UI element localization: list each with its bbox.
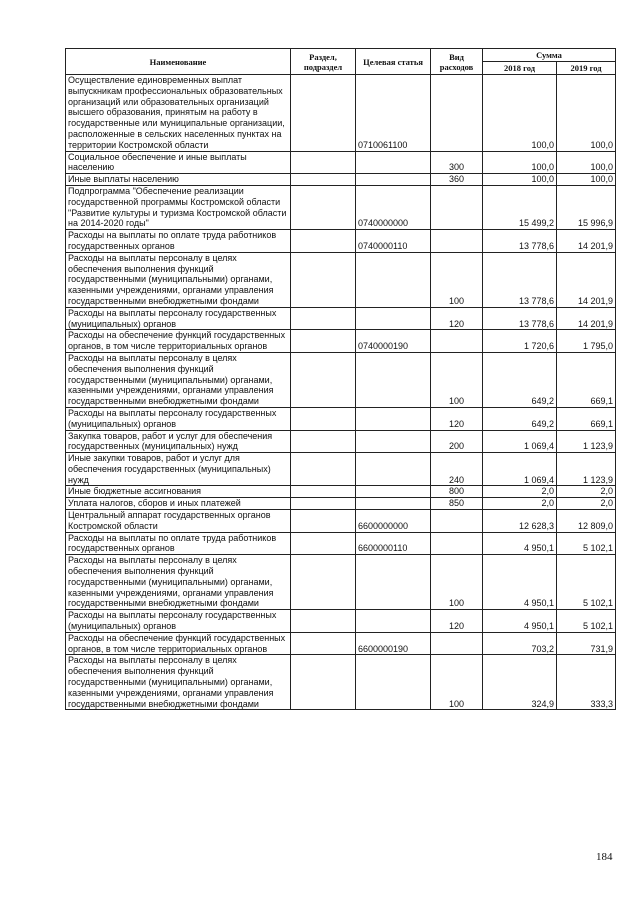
cell-name: Расходы на обеспечение функций государственных органов, в том числе территориальных органов — [66, 632, 291, 655]
table-row — [66, 185, 616, 229]
cell-name: Расходы на выплаты по оплате труда работников государственных органов — [66, 230, 291, 253]
cell-name: Иные закупки товаров, работ и услуг для обеспечения государственных (муниципальных) нужд — [66, 453, 291, 486]
cell-section — [291, 151, 356, 174]
cell-section — [291, 555, 356, 610]
cell-section — [291, 498, 356, 510]
cell-sum-2018: 4 950,1 — [483, 555, 557, 610]
header-section: Раздел, подраздел — [291, 49, 356, 75]
cell-section — [291, 185, 356, 229]
table-row — [66, 307, 616, 330]
table-row — [66, 75, 616, 152]
cell-section — [291, 610, 356, 633]
cell-section — [291, 632, 356, 655]
cell-sum-2019: 1 123,9 — [557, 453, 616, 486]
header-expense-type: Вид расходов — [431, 49, 483, 75]
cell-expense-type — [431, 230, 483, 253]
cell-name: Уплата налогов, сборов и иных платежей — [66, 498, 291, 510]
cell-sum-2018: 15 499,2 — [483, 185, 557, 229]
cell-section — [291, 352, 356, 407]
cell-target-code — [356, 352, 431, 407]
cell-expense-type: 360 — [431, 174, 483, 186]
header-year-2019: 2019 год — [557, 62, 616, 75]
cell-name: Расходы на выплаты персоналу в целях обеспечения выполнения функций государственными (муниципальными) органами, казенными учреждениями, органами управления государственными внебюджетными фондами — [66, 252, 291, 307]
table-body — [66, 75, 616, 710]
cell-sum-2018: 1 069,4 — [483, 453, 557, 486]
table-row — [66, 532, 616, 555]
cell-sum-2019: 14 201,9 — [557, 230, 616, 253]
table-row — [66, 510, 616, 533]
cell-sum-2019: 100,0 — [557, 75, 616, 152]
cell-target-code — [356, 453, 431, 486]
cell-target-code — [356, 174, 431, 186]
cell-target-code: 0740000190 — [356, 330, 431, 353]
table-header — [66, 49, 616, 75]
table-row — [66, 330, 616, 353]
table-row — [66, 407, 616, 430]
budget-table — [65, 48, 616, 710]
header-sum: Сумма — [483, 49, 616, 62]
cell-target-code — [356, 555, 431, 610]
cell-sum-2019: 5 102,1 — [557, 532, 616, 555]
cell-name: Центральный аппарат государственных органов Костромской области — [66, 510, 291, 533]
table-row — [66, 230, 616, 253]
table-row — [66, 252, 616, 307]
cell-name: Иные выплаты населению — [66, 174, 291, 186]
cell-name: Расходы на выплаты персоналу в целях обеспечения выполнения функций государственными (муниципальными) органами, казенными учреждениями, органами управления государственными внебюджетными фондами — [66, 655, 291, 710]
cell-name: Осуществление единовременных выплат выпускникам профессиональных образовательных организаций или образовательных организаций высшего образования, принятым на работу в государственные или муниципальные организации, расположенные в сельских населенных пунктах на территории Костромской области — [66, 75, 291, 152]
cell-section — [291, 486, 356, 498]
page-number: 184 — [596, 851, 613, 863]
cell-section — [291, 230, 356, 253]
cell-expense-type: 300 — [431, 151, 483, 174]
cell-sum-2018: 100,0 — [483, 174, 557, 186]
cell-target-code — [356, 430, 431, 453]
cell-expense-type — [431, 532, 483, 555]
cell-target-code — [356, 486, 431, 498]
cell-section — [291, 252, 356, 307]
cell-name: Подпрограмма "Обеспечение реализации государственной программы Костромской области "Развитие культуры и туризма Костромской области на 2014-2020 годы" — [66, 185, 291, 229]
cell-expense-type: 120 — [431, 610, 483, 633]
cell-name: Расходы на выплаты персоналу в целях обеспечения выполнения функций государственными (муниципальными) органами, казенными учреждениями, органами управления государственными внебюджетными фондами — [66, 352, 291, 407]
cell-section — [291, 307, 356, 330]
cell-expense-type: 100 — [431, 555, 483, 610]
cell-sum-2019: 1 795,0 — [557, 330, 616, 353]
cell-sum-2018: 2,0 — [483, 498, 557, 510]
table-row — [66, 486, 616, 498]
cell-sum-2018: 4 950,1 — [483, 610, 557, 633]
cell-sum-2018: 649,2 — [483, 407, 557, 430]
cell-section — [291, 407, 356, 430]
cell-expense-type: 100 — [431, 252, 483, 307]
cell-name: Закупка товаров, работ и услуг для обеспечения государственных (муниципальных) нужд — [66, 430, 291, 453]
cell-target-code — [356, 610, 431, 633]
table-row — [66, 610, 616, 633]
header-year-2018: 2018 год — [483, 62, 557, 75]
cell-expense-type — [431, 75, 483, 152]
cell-sum-2019: 14 201,9 — [557, 252, 616, 307]
cell-name: Расходы на обеспечение функций государственных органов, в том числе территориальных органов — [66, 330, 291, 353]
cell-target-code: 6600000110 — [356, 532, 431, 555]
cell-target-code: 0710061100 — [356, 75, 431, 152]
cell-expense-type: 850 — [431, 498, 483, 510]
cell-expense-type — [431, 510, 483, 533]
cell-sum-2018: 100,0 — [483, 75, 557, 152]
cell-sum-2018: 2,0 — [483, 486, 557, 498]
cell-expense-type: 100 — [431, 655, 483, 710]
cell-sum-2019: 669,1 — [557, 407, 616, 430]
cell-sum-2018: 12 628,3 — [483, 510, 557, 533]
cell-sum-2018: 4 950,1 — [483, 532, 557, 555]
cell-sum-2019: 1 123,9 — [557, 430, 616, 453]
cell-target-code: 0740000000 — [356, 185, 431, 229]
cell-sum-2019: 669,1 — [557, 352, 616, 407]
cell-section — [291, 510, 356, 533]
cell-section — [291, 330, 356, 353]
cell-sum-2018: 324,9 — [483, 655, 557, 710]
cell-target-code: 6600000000 — [356, 510, 431, 533]
cell-name: Социальное обеспечение и иные выплаты населению — [66, 151, 291, 174]
header-name: Наименование — [66, 49, 291, 75]
cell-sum-2019: 100,0 — [557, 151, 616, 174]
cell-expense-type — [431, 330, 483, 353]
cell-expense-type: 800 — [431, 486, 483, 498]
cell-sum-2018: 13 778,6 — [483, 307, 557, 330]
cell-expense-type: 120 — [431, 307, 483, 330]
cell-sum-2018: 13 778,6 — [483, 252, 557, 307]
header-target: Целевая статья — [356, 49, 431, 75]
cell-target-code — [356, 407, 431, 430]
table-row — [66, 352, 616, 407]
cell-sum-2018: 100,0 — [483, 151, 557, 174]
cell-name: Расходы на выплаты персоналу государственных (муниципальных) органов — [66, 407, 291, 430]
cell-sum-2018: 13 778,6 — [483, 230, 557, 253]
cell-section — [291, 174, 356, 186]
cell-name: Расходы на выплаты персоналу в целях обеспечения выполнения функций государственными (муниципальными) органами, казенными учреждениями, органами управления государственными внебюджетными фондами — [66, 555, 291, 610]
cell-section — [291, 532, 356, 555]
cell-name: Расходы на выплаты персоналу государственных (муниципальных) органов — [66, 307, 291, 330]
cell-sum-2019: 14 201,9 — [557, 307, 616, 330]
table-row — [66, 632, 616, 655]
cell-expense-type — [431, 632, 483, 655]
cell-name: Расходы на выплаты по оплате труда работников государственных органов — [66, 532, 291, 555]
cell-sum-2019: 5 102,1 — [557, 555, 616, 610]
cell-expense-type: 200 — [431, 430, 483, 453]
cell-sum-2018: 703,2 — [483, 632, 557, 655]
cell-sum-2019: 15 996,9 — [557, 185, 616, 229]
cell-target-code — [356, 151, 431, 174]
cell-name: Расходы на выплаты персоналу государственных (муниципальных) органов — [66, 610, 291, 633]
cell-sum-2019: 333,3 — [557, 655, 616, 710]
cell-name: Иные бюджетные ассигнования — [66, 486, 291, 498]
cell-expense-type: 240 — [431, 453, 483, 486]
cell-section — [291, 430, 356, 453]
cell-target-code: 6600000190 — [356, 632, 431, 655]
cell-sum-2019: 2,0 — [557, 498, 616, 510]
cell-sum-2019: 12 809,0 — [557, 510, 616, 533]
cell-expense-type — [431, 185, 483, 229]
cell-sum-2019: 731,9 — [557, 632, 616, 655]
table-row — [66, 174, 616, 186]
cell-section — [291, 453, 356, 486]
cell-sum-2018: 649,2 — [483, 352, 557, 407]
table-row — [66, 430, 616, 453]
table-row — [66, 555, 616, 610]
cell-section — [291, 655, 356, 710]
cell-target-code — [356, 655, 431, 710]
cell-sum-2018: 1 069,4 — [483, 430, 557, 453]
cell-target-code — [356, 498, 431, 510]
cell-target-code — [356, 307, 431, 330]
cell-sum-2019: 100,0 — [557, 174, 616, 186]
table-row — [66, 655, 616, 710]
cell-section — [291, 75, 356, 152]
cell-expense-type: 100 — [431, 352, 483, 407]
cell-sum-2019: 2,0 — [557, 486, 616, 498]
table-row — [66, 151, 616, 174]
cell-sum-2019: 5 102,1 — [557, 610, 616, 633]
table-row — [66, 453, 616, 486]
cell-expense-type: 120 — [431, 407, 483, 430]
cell-sum-2018: 1 720,6 — [483, 330, 557, 353]
cell-target-code: 0740000110 — [356, 230, 431, 253]
cell-target-code — [356, 252, 431, 307]
table-row — [66, 498, 616, 510]
